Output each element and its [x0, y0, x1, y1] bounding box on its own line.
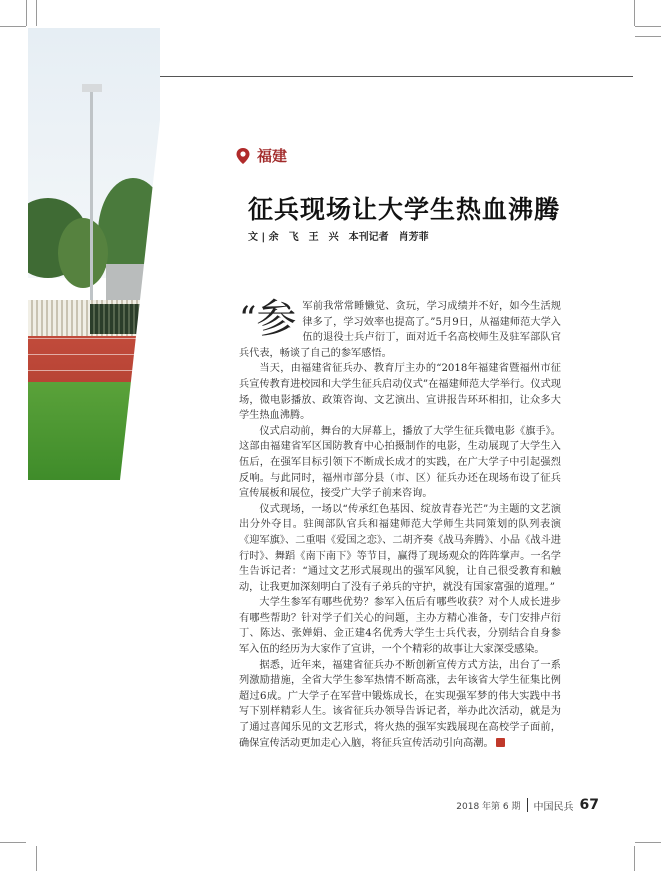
photo-lamp	[82, 84, 102, 92]
article-paragraph: 当天，由福建省征兵办、教育厅主办的“2018年福建省暨福州市征兵宣传教育进校园和大学生征兵启动仪式”在福建师范大学举行。仪式现场，微电影播放、政策咨询、文艺演出、宣讲报告环环相扣，让众多大学生热血沸腾。	[239, 363, 561, 422]
photo-diagonal-edge	[120, 120, 160, 480]
region-label: 福建	[257, 147, 288, 165]
article-paragraph	[239, 296, 561, 361]
location-pin-icon	[235, 147, 251, 165]
drop-cap	[239, 296, 297, 342]
crop-mark-top-right-h2	[635, 36, 661, 37]
crop-mark-top-left	[0, 26, 26, 27]
page-number: 67	[579, 797, 599, 813]
crop-mark-top-left-v2	[36, 0, 37, 26]
paragraph-text: 军前我常常睡懒觉、贪玩，学习成绩并不好，如今生活规律多了，学习效率也提高了。”5月9日，从福建师范大学入伍的退役士兵卢衍丁，面对近千名高校师生及驻军部队官兵代表，畅谈了自己的参军感悟。	[239, 301, 561, 359]
drop-cap-char: 参	[256, 296, 297, 342]
article-title: 征兵现场让大学生热血沸腾	[248, 195, 561, 224]
paragraph-text: 据悉，近年来，福建省征兵办不断创新宣传方式方法，出台了一系列激励措施，全省大学生参军热情不断高涨，去年该省大学生征集比例超过6成。广大学子在军营中锻炼成长，在实现强军梦的伟大实践中书写下别样精彩人生。该省征兵办领导告诉记者，举办此次活动，就是为了通过喜闻乐见的文艺形式，将火热的强军实践展现在高校学子面前，确保宣传活动更加走心入脑，将征兵宣传活动引向高潮。	[239, 659, 561, 749]
article-paragraph: 大学生参军有哪些优势？参军入伍后有哪些收获？对个人成长进步有哪些帮助？针对学子们关心的问题，主办方精心准备，专门安排卢衍丁、陈达、张婵娟、金正建4名优秀大学生士兵代表，分别结合自身参军入伍的经历为大家作了宣讲，一个个精彩的故事让大家深受感染。	[239, 597, 561, 656]
region-tag	[235, 145, 287, 166]
footer-divider	[527, 798, 528, 812]
article-paragraph: 仪式现场，一场以“传承红色基因、绽放青春光芒”为主题的文艺演出分外夺目。驻闽部队官兵和福建师范大学师生共同策划的队列表演《迎军旗》、二重唱《爱国之恋》、二胡齐奏《战马奔腾》、小品《战斗进行时》、舞蹈《南下南下》等节目，赢得了现场观众的阵阵掌声。一名学生告诉记者：“通过文艺形式展现出的强军风貌，让自己很受教育和触动，让我更加深刻明白了没有子弟兵的守护，就没有国家富强的道理。”	[239, 503, 561, 593]
crop-mark-top-right	[635, 26, 661, 27]
drop-cap-quote: “	[239, 299, 257, 339]
crop-mark-bottom-left	[0, 842, 26, 843]
crop-mark-top-left-v	[26, 0, 27, 26]
article-paragraph	[239, 658, 561, 752]
article-body	[239, 296, 561, 751]
article-byline: 文 | 余 飞 王 兴 本刊记者 肖芳菲	[248, 232, 429, 243]
magazine-name: 中国民兵	[533, 801, 574, 813]
crop-mark-bottom-left-v	[36, 846, 37, 871]
photo-tree	[58, 218, 108, 288]
photo-light-pole	[90, 88, 93, 308]
end-mark-icon	[496, 738, 505, 747]
issue-label: 2018 年第 6 期	[456, 801, 521, 812]
page-footer	[456, 797, 599, 813]
crop-mark-top-right-v	[634, 0, 635, 26]
crop-mark-bottom-right	[635, 842, 661, 843]
crop-mark-bottom-right-v	[634, 846, 635, 871]
article-paragraph: 仪式启动前，舞台的大屏幕上，播放了大学生征兵微电影《旗手》。这部由福建省军区国防教育中心拍摄制作的电影，生动展现了大学生入伍后，在强军目标引领下不断成长成才的实践，在广大学子中引起强烈反响。与此同时，福州市部分县（市、区）征兵办还在现场布设了征兵宣传展板和展位，接受广大学子前来咨询。	[239, 425, 561, 500]
